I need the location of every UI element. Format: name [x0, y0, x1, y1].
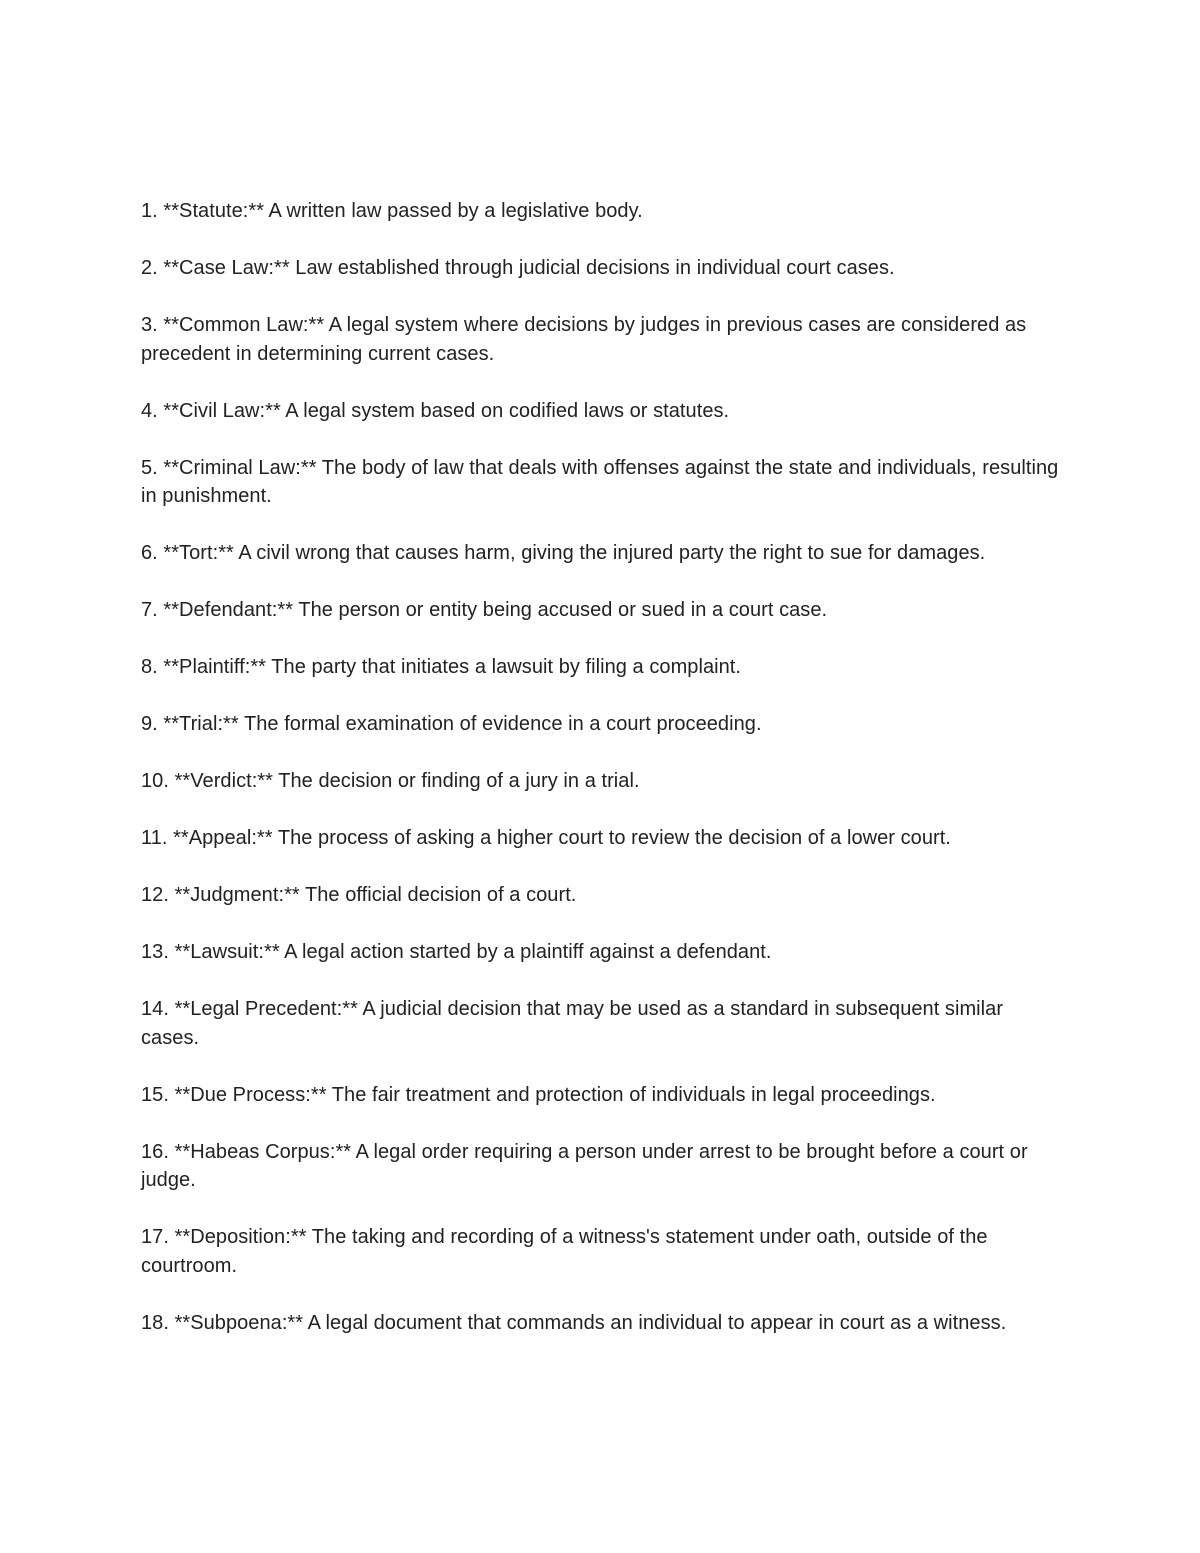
entry-text: **Subpoena:** A legal document that commands an individual to appear in court as a witness. — [174, 1311, 1007, 1334]
entry-number: 7. — [141, 599, 158, 621]
entry-text: **Habeas Corpus:** A legal order requiring a person under arrest to be brought before a court or judge. — [141, 1140, 1028, 1191]
entry-text: **Deposition:** The taking and recording of a witness's statement under oath, outside of the courtroom. — [141, 1226, 988, 1277]
entry-text: **Verdict:** The decision or finding of a jury in a trial. — [174, 770, 640, 792]
glossary-entry — [141, 197, 1061, 226]
glossary-entry — [141, 881, 1061, 910]
glossary-entry — [141, 995, 1061, 1052]
entry-text: **Case Law:** Law established through judicial decisions in individual court cases. — [163, 257, 895, 279]
glossary-entry — [141, 254, 1061, 283]
entry-number: 14. — [141, 998, 169, 1020]
entry-number: 2. — [141, 257, 158, 279]
glossary-entry — [141, 1223, 1061, 1280]
glossary-entry — [141, 539, 1061, 568]
glossary-entry — [141, 938, 1061, 967]
entry-text: **Common Law:** A legal system where decisions by judges in previous cases are considered as precedent in determining current cases. — [141, 314, 1027, 365]
entry-number: 13. — [141, 941, 169, 963]
entry-text: **Statute:** A written law passed by a legislative body. — [163, 200, 643, 222]
entry-text: **Trial:** The formal examination of evidence in a court proceeding. — [163, 713, 762, 735]
glossary-entry — [141, 824, 1061, 853]
glossary-entry — [141, 1138, 1061, 1195]
entry-number: 10. — [141, 770, 169, 792]
entry-number: 1. — [141, 200, 158, 222]
glossary-list — [141, 197, 1061, 1366]
entry-number: 12. — [141, 884, 169, 906]
entry-text: **Tort:** A civil wrong that causes harm, giving the injured party the right to sue for damages. — [163, 542, 986, 564]
entry-number: 18. — [141, 1311, 169, 1334]
glossary-entry — [141, 767, 1061, 796]
entry-text: **Defendant:** The person or entity being accused or sued in a court case. — [163, 599, 828, 621]
glossary-entry — [141, 653, 1061, 682]
entry-text: **Civil Law:** A legal system based on codified laws or statutes. — [163, 399, 730, 422]
entry-text: **Legal Precedent:** A judicial decision that may be used as a standard in subsequent similar cases. — [141, 998, 1004, 1049]
entry-text: **Judgment:** The official decision of a court. — [174, 884, 577, 906]
glossary-entry — [141, 311, 1061, 368]
entry-number: 11. — [141, 827, 168, 849]
entry-number: 8. — [141, 656, 158, 678]
glossary-entry — [141, 1309, 1061, 1338]
entry-text: **Due Process:** The fair treatment and protection of individuals in legal proceedings. — [174, 1083, 936, 1106]
glossary-entry — [141, 397, 1061, 426]
entry-number: 4. — [141, 399, 158, 422]
entry-number: 17. — [141, 1226, 169, 1248]
entry-text: **Criminal Law:** The body of law that deals with offenses against the state and individuals, resulting in punishment. — [141, 456, 1059, 507]
glossary-entry — [141, 710, 1061, 739]
glossary-entry — [141, 596, 1061, 625]
glossary-entry — [141, 1081, 1061, 1110]
entry-number: 5. — [141, 456, 158, 479]
entry-number: 6. — [141, 542, 158, 564]
entry-number: 16. — [141, 1140, 169, 1163]
glossary-entry — [141, 454, 1061, 511]
entry-text: **Plaintiff:** The party that initiates a lawsuit by filing a complaint. — [163, 656, 741, 678]
entry-text: **Appeal:** The process of asking a higher court to review the decision of a lower court. — [173, 827, 951, 849]
entry-number: 9. — [141, 713, 158, 735]
entry-number: 3. — [141, 314, 158, 336]
entry-number: 15. — [141, 1083, 169, 1106]
entry-text: **Lawsuit:** A legal action started by a plaintiff against a defendant. — [174, 941, 772, 963]
